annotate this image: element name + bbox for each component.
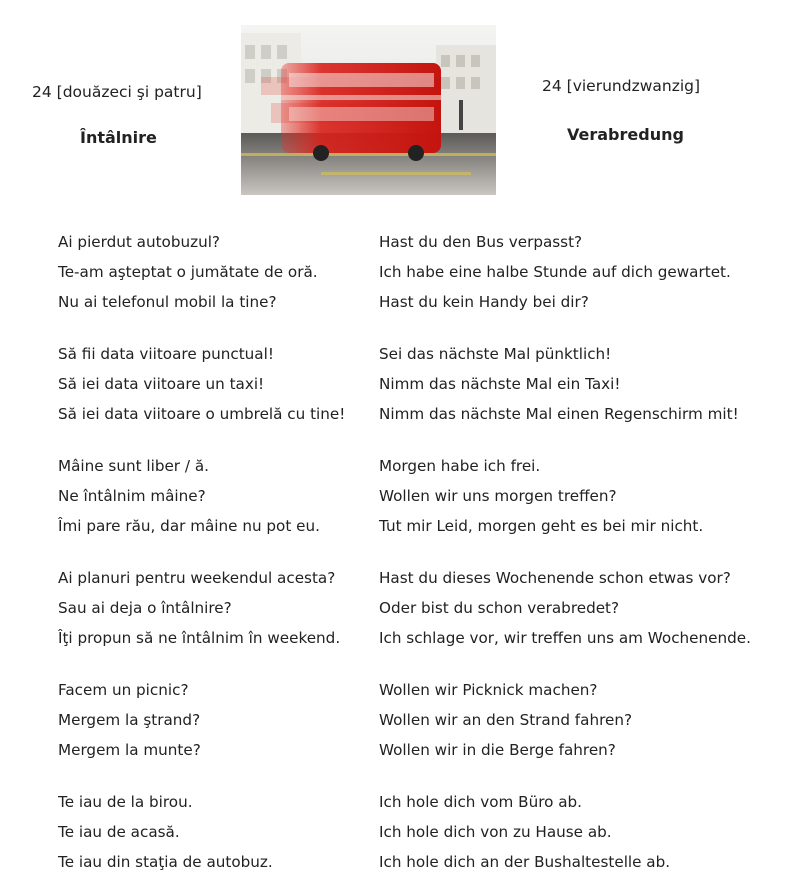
phrase-german: Hast du den Bus verpasst? <box>379 233 583 251</box>
phrase-romanian: Te-am aşteptat o jumătate de oră. <box>58 263 318 281</box>
phrase-german: Nimm das nächste Mal einen Regenschirm mit! <box>379 405 739 423</box>
phrase-german: Oder bist du schon verabredet? <box>379 599 620 617</box>
lesson-title-german: Verabredung <box>567 125 684 144</box>
phrase-german: Morgen habe ich frei. <box>379 457 541 475</box>
phrase-row <box>0 291 791 315</box>
phrase-german: Nimm das nächste Mal ein Taxi! <box>379 375 621 393</box>
phrase-row <box>0 567 791 591</box>
phrase-row <box>0 597 791 621</box>
phrase-german: Wollen wir uns morgen treffen? <box>379 487 617 505</box>
phrase-romanian: Mergem la ştrand? <box>58 711 201 729</box>
phrase-row <box>0 851 791 875</box>
phrase-romanian: Să fii data viitoare punctual! <box>58 345 274 363</box>
phrase-romanian: Te iau de la birou. <box>58 793 193 811</box>
phrase-german: Tut mir Leid, morgen geht es bei mir nicht. <box>379 517 704 535</box>
phrase-row <box>0 679 791 703</box>
phrase-row <box>0 343 791 367</box>
phrase-row <box>0 515 791 539</box>
phrase-row <box>0 403 791 427</box>
phrase-romanian: Ai pierdut autobuzul? <box>58 233 220 251</box>
phrase-romanian: Îţi propun să ne întâlnim în weekend. <box>58 629 341 647</box>
phrase-romanian: Facem un picnic? <box>58 681 189 699</box>
phrase-german: Sei das nächste Mal pünktlich! <box>379 345 612 363</box>
phrase-row <box>0 231 791 255</box>
phrase-row <box>0 709 791 733</box>
phrase-german: Ich schlage vor, wir treffen uns am Wochenende. <box>379 629 751 647</box>
phrase-german: Wollen wir Picknick machen? <box>379 681 598 699</box>
phrase-row <box>0 821 791 845</box>
lesson-title-romanian: Întâlnire <box>80 128 157 147</box>
phrase-german: Wollen wir an den Strand fahren? <box>379 711 633 729</box>
phrase-row <box>0 373 791 397</box>
phrase-row <box>0 485 791 509</box>
phrase-romanian: Mergem la munte? <box>58 741 201 759</box>
phrase-german: Ich hole dich vom Büro ab. <box>379 793 583 811</box>
phrase-german: Wollen wir in die Berge fahren? <box>379 741 616 759</box>
phrase-romanian: Te iau din staţia de autobuz. <box>58 853 273 871</box>
phrase-row <box>0 455 791 479</box>
phrase-romanian: Mâine sunt liber / ă. <box>58 457 209 475</box>
phrase-german: Hast du dieses Wochenende schon etwas vor? <box>379 569 731 587</box>
phrase-romanian: Ne întâlnim mâine? <box>58 487 206 505</box>
phrase-row <box>0 261 791 285</box>
phrase-row <box>0 791 791 815</box>
phrase-german: Ich hole dich von zu Hause ab. <box>379 823 612 841</box>
phrase-romanian: Te iau de acasă. <box>58 823 180 841</box>
lesson-number-german: 24 [vierundzwanzig] <box>542 77 701 95</box>
phrase-romanian: Îmi pare rău, dar mâine nu pot eu. <box>58 517 320 535</box>
phrase-romanian: Să iei data viitoare un taxi! <box>58 375 265 393</box>
phrase-romanian: Ai planuri pentru weekendul acesta? <box>58 569 336 587</box>
phrase-romanian: Sau ai deja o întâlnire? <box>58 599 232 617</box>
phrase-romanian: Nu ai telefonul mobil la tine? <box>58 293 277 311</box>
phrase-german: Ich hole dich an der Bushaltestelle ab. <box>379 853 671 871</box>
lesson-number-romanian: 24 [douăzeci şi patru] <box>32 83 202 101</box>
phrase-german: Hast du kein Handy bei dir? <box>379 293 589 311</box>
phrase-row <box>0 627 791 651</box>
phrase-row <box>0 739 791 763</box>
phrase-german: Ich habe eine halbe Stunde auf dich gewartet. <box>379 263 731 281</box>
phrase-romanian: Să iei data viitoare o umbrelă cu tine! <box>58 405 346 423</box>
